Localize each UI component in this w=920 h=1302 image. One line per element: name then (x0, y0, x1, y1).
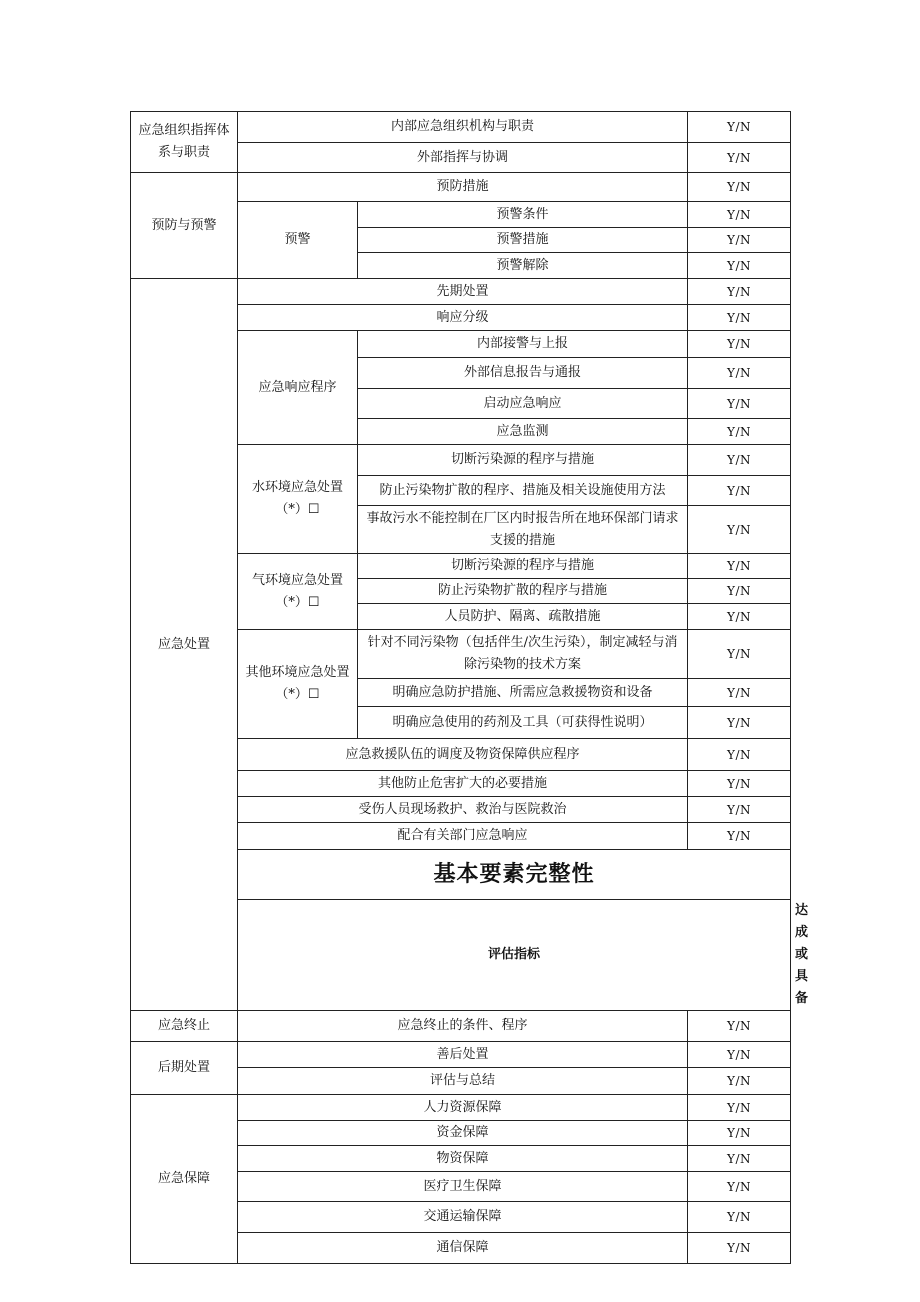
indicator-cell: 交通运输保障 (238, 1202, 688, 1233)
yn-cell: Y/N (688, 305, 791, 331)
yn-cell: Y/N (688, 1172, 791, 1202)
category-prevention: 预防与预警 (131, 173, 238, 279)
yn-cell: Y/N (688, 797, 791, 823)
category-emergency-response: 应急处置 (131, 279, 238, 1011)
indicator-cell: 应急救援队伍的调度及物资保障供应程序 (238, 739, 688, 771)
indicator-cell: 内部应急组织机构与职责 (238, 112, 688, 143)
subcategory-response-procedure: 应急响应程序 (238, 331, 358, 445)
column-header-indicator: 评估指标 (238, 900, 791, 1011)
indicator-cell: 针对不同污染物（包括伴生/次生污染），制定减轻与消除污染物的技术方案 (358, 630, 688, 679)
indicator-cell: 应急终止的条件、程序 (238, 1011, 688, 1042)
yn-cell: Y/N (688, 579, 791, 604)
yn-cell: Y/N (688, 739, 791, 771)
indicator-cell: 切断污染源的程序与措施 (358, 445, 688, 476)
indicator-cell: 启动应急响应 (358, 389, 688, 419)
indicator-cell: 人员防护、隔离、疏散措施 (358, 604, 688, 630)
yn-cell: Y/N (688, 331, 791, 358)
indicator-cell: 明确应急使用的药剂及工具（可获得性说明） (358, 707, 688, 739)
subcategory-other: 其他环境应急处置（*）☐ (238, 630, 358, 739)
yn-cell: Y/N (688, 202, 791, 228)
indicator-cell: 事故污水不能控制在厂区内时报告所在地环保部门请求支援的措施 (358, 506, 688, 554)
category-support: 应急保障 (131, 1095, 238, 1264)
yn-cell: Y/N (688, 1095, 791, 1121)
category-command: 应急组织指挥体系与职责 (131, 112, 238, 173)
yn-cell: Y/N (688, 823, 791, 850)
category-aftermath: 后期处置 (131, 1042, 238, 1095)
indicator-cell: 预防措施 (238, 173, 688, 202)
yn-cell: Y/N (688, 279, 791, 305)
indicator-cell: 切断污染源的程序与措施 (358, 554, 688, 579)
indicator-cell: 先期处置 (238, 279, 688, 305)
indicator-cell: 医疗卫生保障 (238, 1172, 688, 1202)
yn-cell: Y/N (688, 253, 791, 279)
subcategory-air: 气环境应急处置（*）☐ (238, 554, 358, 630)
yn-cell: Y/N (688, 554, 791, 579)
yn-cell: Y/N (688, 358, 791, 389)
category-termination: 应急终止 (131, 1011, 238, 1042)
yn-cell: Y/N (688, 679, 791, 707)
yn-cell: Y/N (688, 1146, 791, 1172)
yn-cell: Y/N (688, 173, 791, 202)
indicator-cell: 预警条件 (358, 202, 688, 228)
yn-cell: Y/N (688, 630, 791, 679)
indicator-cell: 外部信息报告与通报 (358, 358, 688, 389)
indicator-cell: 评估与总结 (238, 1068, 688, 1095)
indicator-cell: 人力资源保障 (238, 1095, 688, 1121)
yn-cell: Y/N (688, 771, 791, 797)
indicator-cell: 资金保障 (238, 1121, 688, 1146)
yn-cell: Y/N (688, 143, 791, 173)
subcategory-warning: 预警 (238, 202, 358, 279)
yn-cell: Y/N (688, 445, 791, 476)
indicator-cell: 外部指挥与协调 (238, 143, 688, 173)
indicator-cell: 防止污染物扩散的程序与措施 (358, 579, 688, 604)
indicator-cell: 受伤人员现场救护、救治与医院救治 (238, 797, 688, 823)
yn-cell: Y/N (688, 389, 791, 419)
indicator-cell: 应急监测 (358, 419, 688, 445)
yn-cell: Y/N (688, 1068, 791, 1095)
yn-cell: Y/N (688, 1233, 791, 1264)
yn-cell: Y/N (688, 228, 791, 253)
indicator-cell: 物资保障 (238, 1146, 688, 1172)
indicator-cell: 内部接警与上报 (358, 331, 688, 358)
indicator-cell: 防止污染物扩散的程序、措施及相关设施使用方法 (358, 476, 688, 506)
yn-cell: Y/N (688, 604, 791, 630)
yn-cell: Y/N (688, 476, 791, 506)
indicator-cell: 预警解除 (358, 253, 688, 279)
indicator-cell: 通信保障 (238, 1233, 688, 1264)
indicator-cell: 善后处置 (238, 1042, 688, 1068)
yn-cell: Y/N (688, 707, 791, 739)
yn-cell: Y/N (688, 1011, 791, 1042)
assessment-table: 应急组织指挥体系与职责 内部应急组织机构与职责 Y/N 外部指挥与协调 Y/N 预防与预警 预防措施 Y/N 预警 预警条件 Y/N 预警措施 Y/N 预警解除 Y/N 应急处置 先期处置 Y/N 响应分级 Y/N 应急响应程序 内部接警与上报 Y/N 外部信息报告与通报 Y/N 启动应急响应 Y/N 应急监测 Y/N 水环境应急处置（*）☐ 切断污染源的程序与措施 Y/N 防止污染物扩散的程序、措施及相关设施使用方法 Y/N 事故污水不能控制在厂区内时报告所在地环保部门请求支援的措施 Y/N 气环境应急处置（*）☐ 切断污染源的程序与措施 Y/N 防止污染物扩散的程序与措施 Y/N 人员防护、隔离、疏散措施 Y/N 其他环境应急处置（*）☐ 针对不同污染物（包括伴生/次生污染），制定减轻与消除污染物的技术方案 Y/N 明确应急防护措施、所需应急救援物资和设备 Y/N 明确应急使用的药剂及工具（可获得性说明） Y/N 应急救援队伍的调度及物资保障供应程序 Y/N 其他防止危害扩大的必要措施 Y/N 受伤人员现场救护、救治与医院救治 Y/N 配合有关部门应急响应 Y/N 基本要素完整性 评估指标 达成或具备 应急终止 应急终止的条件、程序 Y/N 后期处置 善后处置 Y/N 评估与总结 Y/N 应急保障 人力资源保障 Y/N 资金保障 Y/N 物资保障 Y/N 医疗卫生保障 Y/N 交通运输保障 Y/N 通信保障 Y/N (130, 111, 791, 1264)
indicator-cell: 响应分级 (238, 305, 688, 331)
yn-cell: Y/N (688, 112, 791, 143)
yn-cell: Y/N (688, 1121, 791, 1146)
indicator-cell: 配合有关部门应急响应 (238, 823, 688, 850)
yn-cell: Y/N (688, 419, 791, 445)
yn-cell: Y/N (688, 1042, 791, 1068)
section-title: 基本要素完整性 (238, 850, 791, 900)
yn-cell: Y/N (688, 506, 791, 554)
yn-cell: Y/N (688, 1202, 791, 1233)
indicator-cell: 明确应急防护措施、所需应急救援物资和设备 (358, 679, 688, 707)
subcategory-water: 水环境应急处置（*）☐ (238, 445, 358, 554)
indicator-cell: 预警措施 (358, 228, 688, 253)
indicator-cell: 其他防止危害扩大的必要措施 (238, 771, 688, 797)
